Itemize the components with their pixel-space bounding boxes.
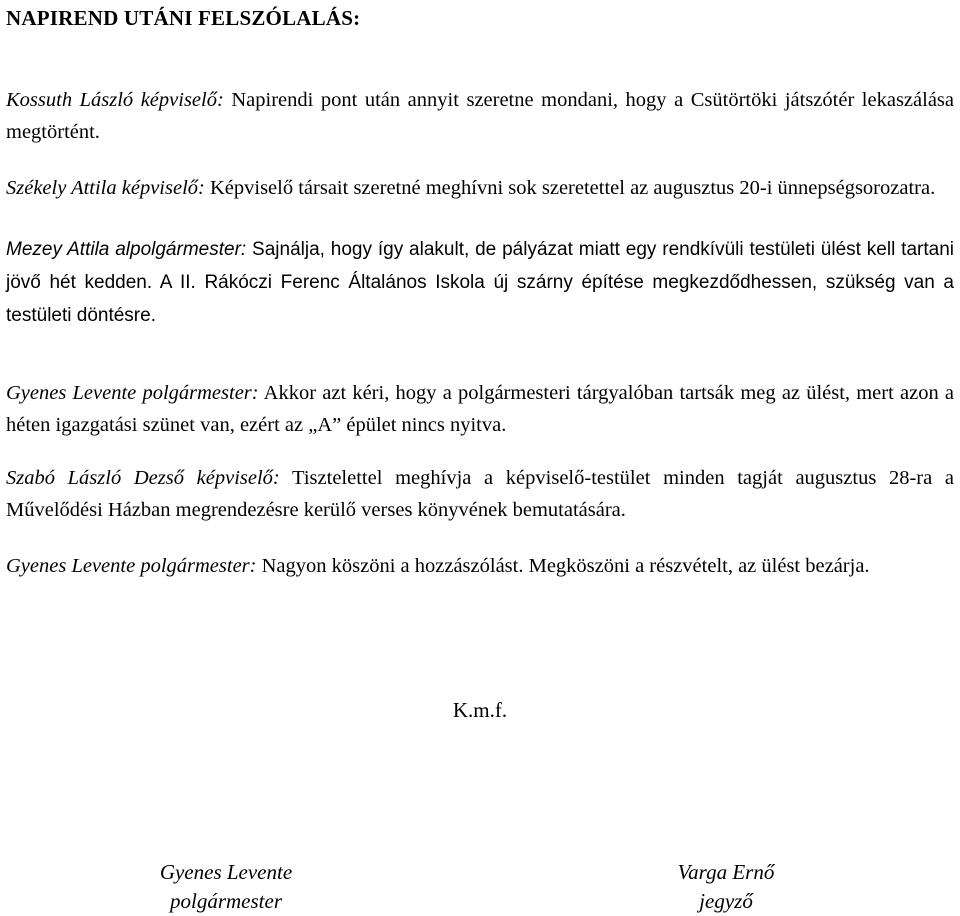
paragraph-text: Képviselő társait szeretné meghívni sok szeretettel az augusztus 20-i ünnepségsorozatra. xyxy=(204,177,936,199)
paragraph-text: Akkor azt kéri, hogy a polgármesteri tárgyalóban tartsák meg az ülést, mert azon a héten igazgatási szünet van, ezért az „A” épület nincs nyitva. xyxy=(6,382,954,436)
paragraph-mezey xyxy=(6,233,954,332)
signatory-name: Gyenes Levente xyxy=(159,860,293,884)
signature-block-notary xyxy=(616,858,836,916)
speaker-name: Gyenes Levente polgármester: xyxy=(6,382,259,404)
speaker-name: Kossuth László képviselő: xyxy=(6,89,224,111)
paragraph-text: Nagyon köszöni a hozzászólást. Megköszöni a részvételt, az ülést bezárja. xyxy=(256,555,870,577)
paragraph-szabo xyxy=(6,462,954,526)
speaker-name: Székely Attila képviselő: xyxy=(6,177,205,199)
section-heading: NAPIREND UTÁNI FELSZÓLALÁS: xyxy=(6,6,361,30)
speaker-name: Mezey Attila alpolgármester: xyxy=(6,239,247,260)
paragraph-kossuth xyxy=(6,84,954,148)
paragraph-gyenes-2 xyxy=(6,550,954,582)
paragraph-text: Sajnálja, hogy így alakult, de pályázat miatt egy rendkívüli testületi ülést kell tartani jövő hét kedden. A II. Rákóczi Ferenc Általános Iskola új szárny építése megkezdődhessen, szükség van a testületi döntésre. xyxy=(6,239,954,326)
paragraph-gyenes-1 xyxy=(6,377,954,441)
closing-kmf: K.m.f. xyxy=(452,698,508,722)
signatory-role: jegyző xyxy=(699,889,753,913)
speaker-name: Szabó László Dezső képviselő: xyxy=(6,467,280,489)
paragraph-szekely xyxy=(6,172,954,204)
paragraph-text: Tisztelettel meghívja a képviselő-testület minden tagját augusztus 28-ra a Művelődési Házban megrendezésre kerülő verses könyvének bemutatására. xyxy=(6,467,954,521)
speaker-name: Gyenes Levente polgármester: xyxy=(6,555,257,577)
signature-block-mayor xyxy=(116,858,336,916)
signatory-role: polgármester xyxy=(170,889,282,913)
paragraph-text: Napirendi pont után annyit szeretne mondani, hogy a Csütörtöki játszótér lekaszálása megtörtént. xyxy=(6,89,955,143)
signatory-name: Varga Ernő xyxy=(677,860,775,884)
